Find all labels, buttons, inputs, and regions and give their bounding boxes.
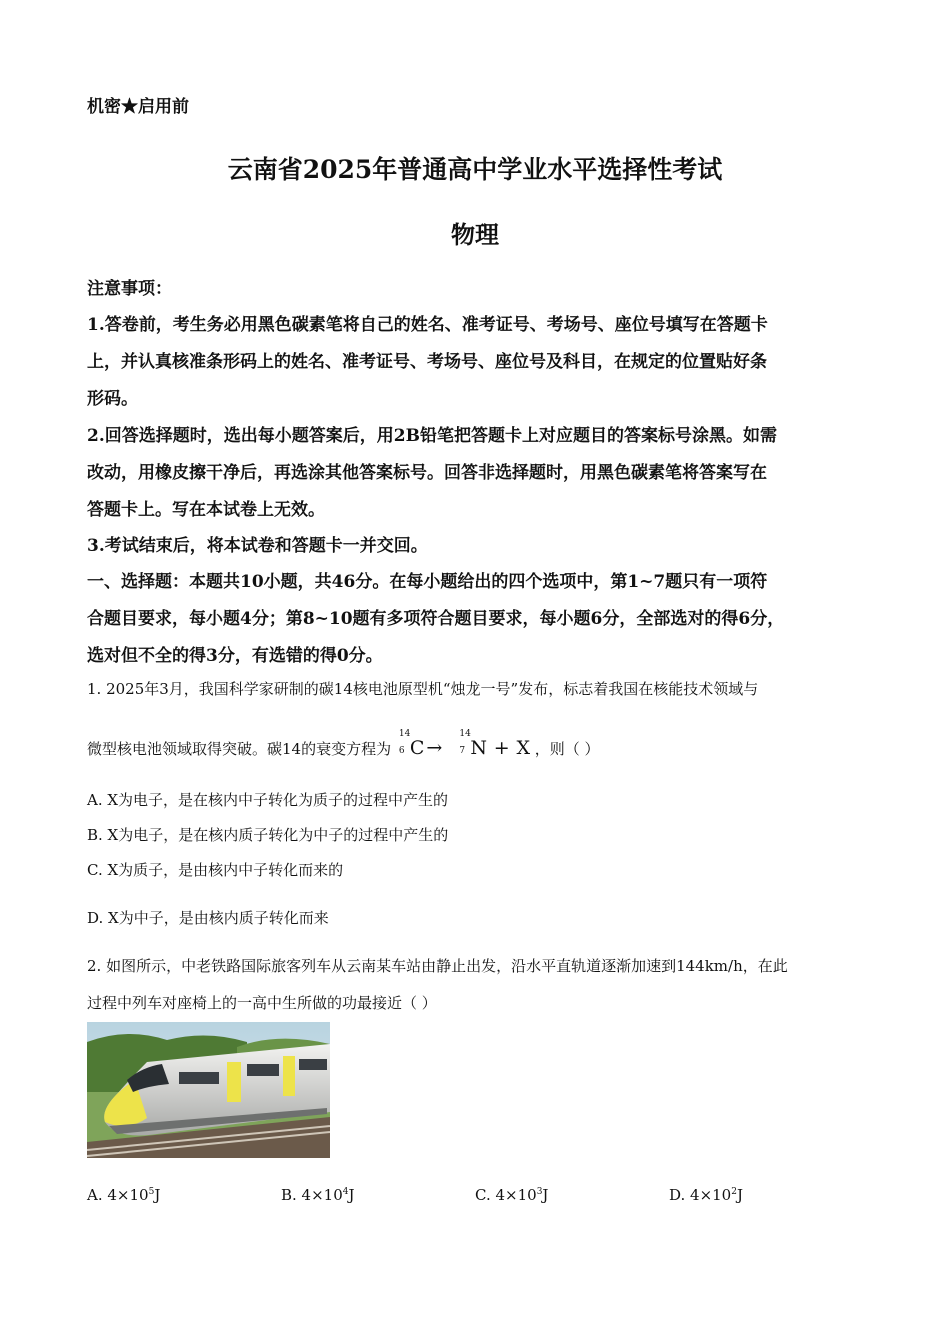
nitrogen-mass-number: 14 bbox=[459, 729, 471, 739]
q1-option-b[interactable]: B. X为电子，是在核内质子转化为中子的过程中产生的 bbox=[87, 826, 449, 844]
window-strip bbox=[247, 1064, 279, 1076]
q2-option-c[interactable] bbox=[475, 1186, 548, 1204]
q2-option-a[interactable] bbox=[87, 1186, 160, 1204]
note-line: 3.考试结束后，将本试卷和答题卡一并交回。 bbox=[87, 536, 428, 556]
carbon-symbol: C bbox=[409, 737, 425, 759]
section-heading-line: 选对但不全的得3分，有选错的得0分。 bbox=[87, 646, 383, 666]
q2-option-c-exponent: 3 bbox=[536, 1187, 543, 1197]
notes-heading: 注意事项： bbox=[87, 279, 172, 299]
window-strip bbox=[299, 1059, 327, 1070]
carbon-mass-number: 14 bbox=[398, 729, 411, 739]
q2-stem-line2: 过程中列车对座椅上的一高中生所做的功最接近（ ） bbox=[87, 994, 437, 1012]
arrow-symbol: → bbox=[426, 737, 443, 759]
q2-option-b-unit: J bbox=[348, 1186, 355, 1204]
q1-option-c[interactable]: C. X为质子，是由核内中子转化而来的 bbox=[87, 861, 344, 879]
q2-option-a-base: A. 4×10 bbox=[87, 1186, 149, 1204]
q2-option-d[interactable] bbox=[669, 1186, 743, 1204]
subject-title: 物理 bbox=[451, 220, 499, 249]
q1-stem-line2 bbox=[87, 729, 600, 759]
note-line: 上，并认真核准条形码上的姓名、准考证号、考场号、座位号及科目，在规定的位置贴好条 bbox=[87, 352, 767, 372]
q1-stem-text: 微型核电池领域取得突破。碳14的衰变方程为 bbox=[87, 740, 392, 758]
door-yellow bbox=[227, 1062, 241, 1102]
q2-option-b-base: B. 4×10 bbox=[281, 1186, 343, 1204]
q2-option-d-unit: J bbox=[736, 1186, 743, 1204]
q2-option-b[interactable] bbox=[281, 1186, 355, 1204]
note-line: 形码。 bbox=[87, 389, 138, 409]
note-line: 1.答卷前，考生务必用黑色碳素笔将自己的姓名、准考证号、考场号、座位号填写在答题卡 bbox=[87, 315, 768, 335]
section-heading-line: 合题目要求，每小题4分；第8~10题有多项符合题目要求，每小题6分，全部选对的得6分， bbox=[87, 609, 785, 629]
q2-option-a-unit: J bbox=[154, 1186, 161, 1204]
q1-option-d[interactable]: D. X为中子，是由核内质子转化而来 bbox=[87, 909, 329, 927]
window-strip bbox=[179, 1072, 219, 1084]
q2-option-a-exponent: 5 bbox=[148, 1187, 155, 1197]
q2-option-b-exponent: 4 bbox=[342, 1187, 349, 1197]
q2-option-c-unit: J bbox=[542, 1186, 549, 1204]
nitrogen-isotope bbox=[459, 729, 487, 759]
train-image bbox=[87, 1022, 330, 1158]
q1-option-a[interactable]: A. X为电子，是在核内中子转化为质子的过程中产生的 bbox=[87, 791, 449, 809]
decay-equation bbox=[398, 729, 530, 759]
door-yellow bbox=[283, 1056, 295, 1096]
note-line: 答题卡上。写在本试卷上无效。 bbox=[87, 500, 325, 520]
q2-stem-line1: 2. 如图所示，中老铁路国际旅客列车从云南某车站由静止出发，沿水平直轨道逐渐加速到144km/h，在此 bbox=[87, 957, 788, 975]
nitrogen-atomic-number: 7 bbox=[459, 746, 466, 756]
nitrogen-symbol: N bbox=[470, 737, 487, 759]
q2-option-d-exponent: 2 bbox=[731, 1187, 737, 1197]
q2-option-c-base: C. 4×10 bbox=[475, 1186, 537, 1204]
q1-stem-line1: 1. 2025年3月，我国科学家研制的碳14核电池原型机“烛龙一号”发布，标志着我国在核能技术领域与 bbox=[87, 680, 759, 698]
q1-stem-tail: ，则（ ） bbox=[534, 740, 600, 758]
confidential-label: 机密★启用前 bbox=[87, 97, 189, 117]
carbon-isotope bbox=[398, 729, 425, 759]
note-line: 2.回答选择题时，选出每小题答案后，用2B铅笔把答题卡上对应题目的答案标号涂黑。如需 bbox=[87, 426, 777, 446]
exam-title: 云南省2025年普通高中学业水平选择性考试 bbox=[227, 155, 723, 184]
note-line: 改动，用橡皮擦干净后，再选涂其他答案标号。回答非选择题时，用黑色碳素笔将答案写在 bbox=[87, 463, 767, 483]
plus-symbol: + bbox=[493, 737, 510, 759]
carbon-atomic-number: 6 bbox=[398, 746, 405, 756]
q2-option-d-base: D. 4×10 bbox=[669, 1186, 732, 1204]
x-symbol: X bbox=[516, 737, 530, 759]
section-heading-line: 一、选择题：本题共10小题，共46分。在每小题给出的四个选项中，第1~7题只有一项符 bbox=[87, 572, 768, 592]
